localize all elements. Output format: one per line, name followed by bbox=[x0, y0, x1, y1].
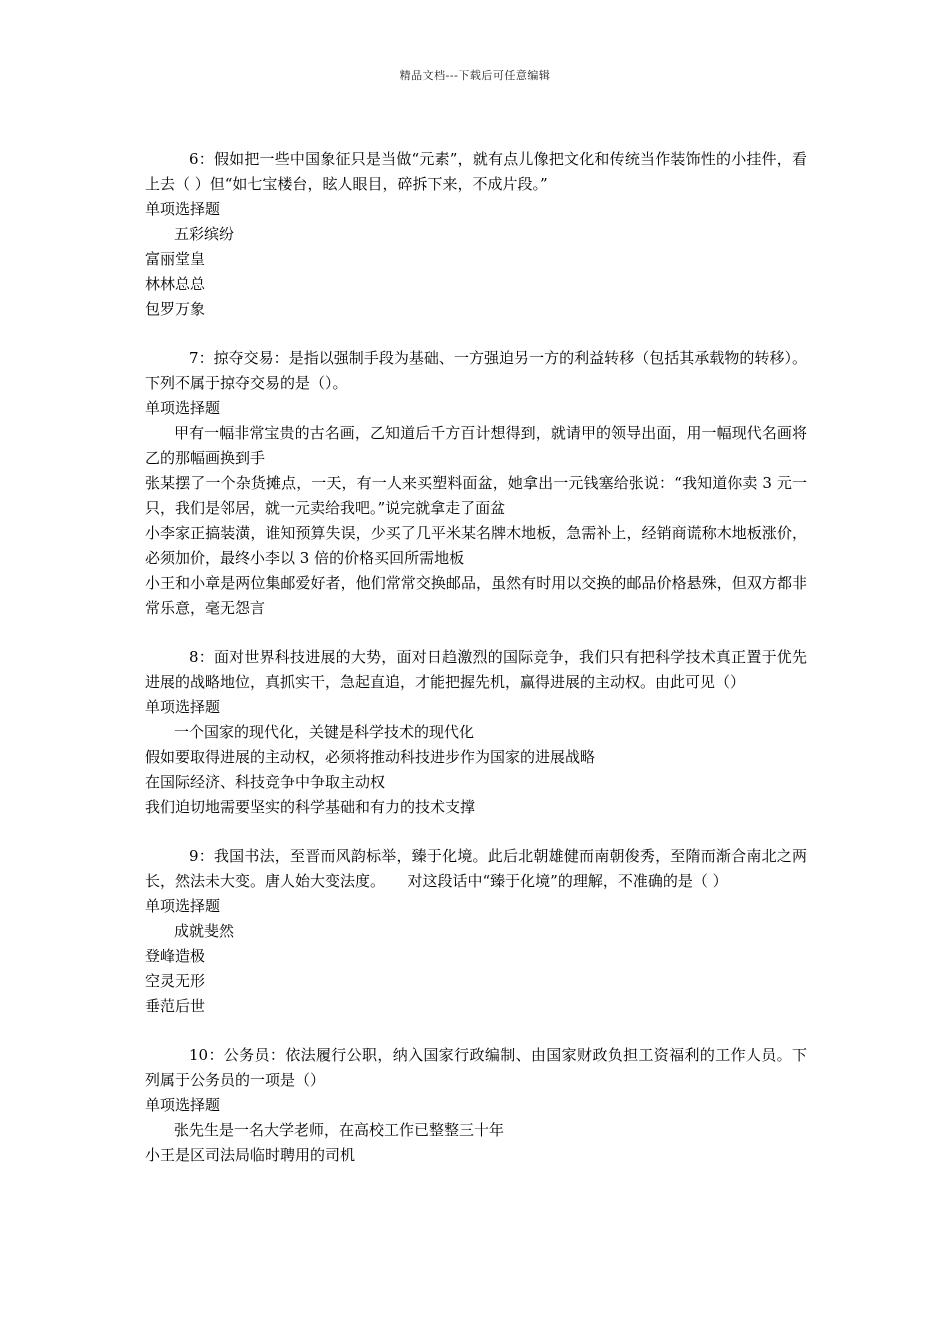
option-b: 张某摆了一个杂货摊点，一天，有一人来买塑料面盆，她拿出一元钱塞给张说：“我知道你卖 3 元一只，我们是邻居，就一元卖给我吧。”说完就拿走了面盆 bbox=[145, 474, 807, 517]
option-a: 甲有一幅非常宝贵的古名画，乙知道后千方百计想得到，就请甲的领导出面，用一幅现代名画将乙的那幅画换到手 bbox=[145, 424, 807, 467]
option-b: 小王是区司法局临时聘用的司机 bbox=[145, 1146, 356, 1164]
option-a: 张先生是一名大学老师，在高校工作已整整三十年 bbox=[174, 1121, 505, 1139]
option-a: 成就斐然 bbox=[174, 922, 235, 940]
option-d: 垂范后世 bbox=[145, 997, 206, 1015]
question-type: 单项选择题 bbox=[145, 897, 221, 915]
option-c: 在国际经济、科技竞争中争取主动权 bbox=[145, 773, 386, 791]
question-type: 单项选择题 bbox=[145, 1096, 221, 1114]
page-header: 精品文档---下载后可任意编辑 bbox=[399, 69, 551, 82]
option-b: 登峰造极 bbox=[145, 947, 206, 965]
option-b: 假如要取得进展的主动权，必须将推动科技进步作为国家的进展战略 bbox=[145, 748, 596, 766]
question-stem: 6：假如把一些中国象征只是当做“元素”，就有点儿像把文化和传统当作装饰性的小挂件，看上去（ ）但“如七宝楼台，眩人眼目，碎拆下来，不成片段。” bbox=[145, 150, 807, 193]
question-7 bbox=[145, 346, 807, 621]
option-d: 小王和小章是两位集邮爱好者，他们常常交换邮品，虽然有时用以交换的邮品价格悬殊，但双方都非常乐意，毫无怨言 bbox=[145, 574, 807, 617]
option-c: 小李家正搞装潢，谁知预算失误，少买了几平米某名牌木地板，急需补上，经销商谎称木地板涨价，必须加价，最终小李以 3 倍的价格买回所需地板 bbox=[145, 524, 807, 567]
option-b: 富丽堂皇 bbox=[145, 250, 206, 268]
question-6 bbox=[145, 147, 807, 322]
document-body bbox=[145, 147, 807, 1192]
option-a: 五彩缤纷 bbox=[174, 225, 235, 243]
option-c: 空灵无形 bbox=[145, 972, 206, 990]
question-stem: 7：掠夺交易：是指以强制手段为基础、一方强迫另一方的利益转移（包括其承载物的转移）。下列不属于掠夺交易的是（）。 bbox=[145, 349, 807, 392]
question-9 bbox=[145, 844, 807, 1019]
option-d: 包罗万象 bbox=[145, 300, 206, 318]
question-stem: 9：我国书法，至晋而风韵标举，臻于化境。此后北朝雄健而南朝俊秀，至隋而渐合南北之两长，然法未大变。唐人始大变法度。 对这段话中“臻于化境”的理解，不准确的是（ ） bbox=[145, 847, 807, 890]
option-a: 一个国家的现代化，关键是科学技术的现代化 bbox=[174, 723, 475, 741]
question-stem: 10：公务员：依法履行公职，纳入国家行政编制、由国家财政负担工资福利的工作人员。下列属于公务员的一项是（） bbox=[145, 1046, 807, 1089]
option-c: 林林总总 bbox=[145, 275, 206, 293]
question-type: 单项选择题 bbox=[145, 698, 221, 716]
question-stem: 8：面对世界科技进展的大势，面对日趋激烈的国际竞争，我们只有把科学技术真正置于优先进展的战略地位，真抓实干，急起直追，才能把握先机，赢得进展的主动权。由此可见（） bbox=[145, 648, 807, 691]
option-d: 我们迫切地需要坚实的科学基础和有力的技术支撑 bbox=[145, 798, 476, 816]
question-type: 单项选择题 bbox=[145, 399, 221, 417]
question-type: 单项选择题 bbox=[145, 200, 221, 218]
question-10 bbox=[145, 1043, 807, 1168]
question-8 bbox=[145, 645, 807, 820]
